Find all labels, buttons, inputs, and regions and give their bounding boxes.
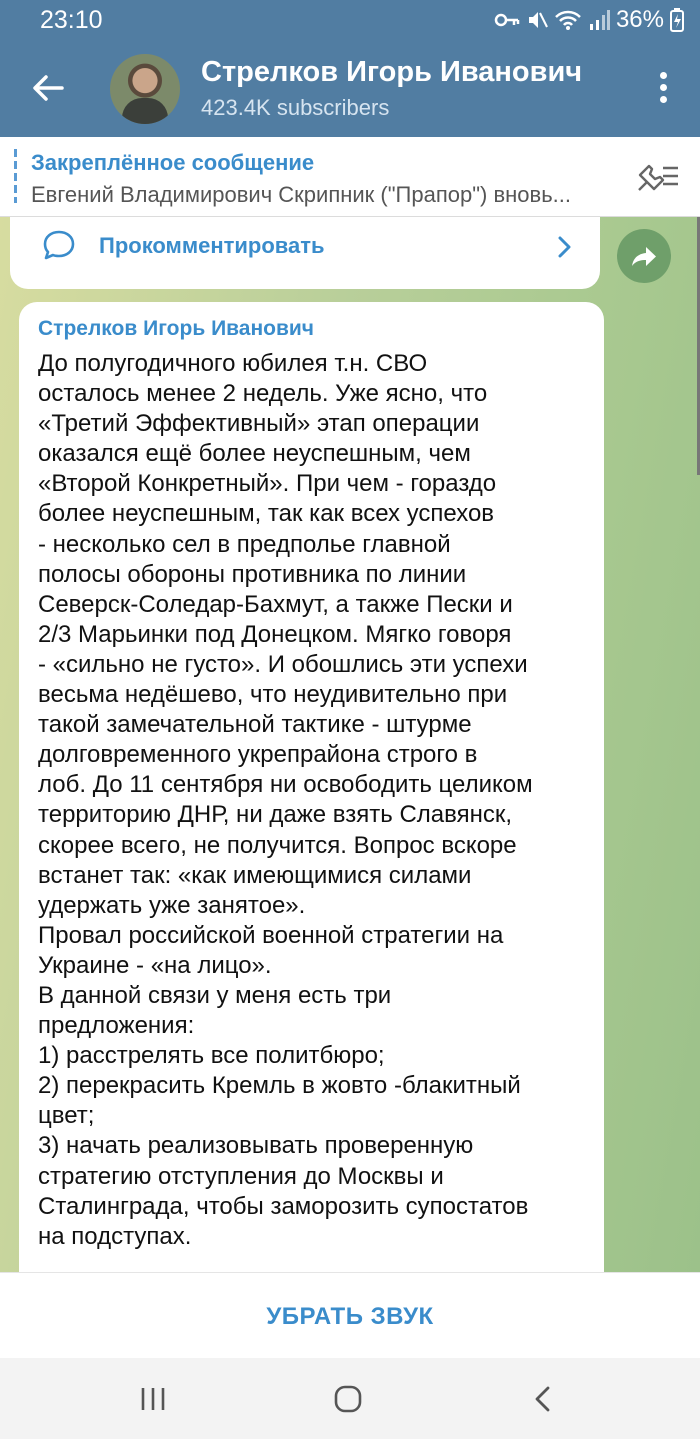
- comment-button[interactable]: [10, 217, 600, 289]
- signal-icon: [588, 9, 610, 31]
- channel-avatar[interactable]: [110, 54, 180, 124]
- key-icon: [494, 12, 520, 28]
- battery-percent: 36%: [615, 6, 664, 33]
- subscriber-count: 423.4K subscribers: [201, 95, 390, 120]
- app-bar: [0, 42, 700, 137]
- chat-bubble-icon: [42, 229, 76, 261]
- mute-icon: [526, 9, 548, 31]
- system-nav-bar: [0, 1358, 700, 1439]
- mute-button[interactable]: УБРАТЬ ЗВУК: [266, 1303, 434, 1330]
- back-nav-icon[interactable]: [532, 1385, 554, 1413]
- comment-label: Прокомментировать: [99, 233, 325, 258]
- home-icon[interactable]: [334, 1385, 362, 1413]
- wifi-icon: [554, 9, 582, 31]
- recents-icon[interactable]: [140, 1386, 166, 1412]
- unpin-icon: [636, 159, 680, 193]
- more-options-button[interactable]: [656, 72, 670, 106]
- battery-icon: [670, 8, 684, 32]
- channel-post[interactable]: [19, 302, 604, 1272]
- pinned-title: Закреплённое сообщение: [31, 150, 315, 175]
- share-button[interactable]: [617, 229, 671, 283]
- status-bar: [0, 0, 700, 42]
- channel-title[interactable]: Стрелков Игорь Иванович: [201, 56, 583, 88]
- status-time: 23:10: [40, 6, 103, 34]
- mute-bar[interactable]: [0, 1272, 700, 1359]
- more-vertical-icon: [660, 72, 667, 79]
- status-icons: [494, 6, 684, 34]
- pinned-text: Евгений Владимирович Скрипник ("Прапор") вновь...: [31, 182, 572, 207]
- pinned-indicator: [14, 149, 17, 203]
- unpin-button[interactable]: [636, 159, 680, 193]
- arrow-left-icon: [28, 68, 68, 108]
- back-button[interactable]: [28, 68, 68, 108]
- share-icon: [630, 242, 658, 270]
- post-author[interactable]: Стрелков Игорь Иванович: [38, 317, 314, 340]
- pinned-message[interactable]: [0, 137, 700, 217]
- post-text: До полугодичного юбилея т.н. СВО осталось менее 2 недель. Уже ясно, что «Третий Эффективный» этап операции оказался ещё более неуспешным, чем «Второй Конкретный». При чем - гораздо более неуспешным, так как всех успехов - несколько сел в предполье главной полосы обороны противника по линии Северск-Соледар-Бахмут, а также Пески и 2/3 Марьинки под Донецком. Мягко говоря - «сильно не густо». И обошлись эти успехи весьма недёшево, что неудивительно при такой замечательной тактике - штурме долговременного укрепрайона строго в лоб. До 11 сентября ни освободить целиком территорию ДНР, ни даже взять Славянск, скорее всего, не получится. Вопрос вскоре встанет так: «как имеющимися силами удержать уже занятое». Провал российской военной стратегии на Украине - «на лицо». В данной связи у меня есть три предложения: 1) расстрелять все политбюро; 2) перекрасить Кремль в жовто -блакитный цвет; 3) начать реализовывать проверенную стратегию отступления до Москвы и Сталинграда, чтобы заморозить супостатов на подступах.: [38, 350, 533, 1250]
- chevron-right-icon: [554, 234, 574, 260]
- chat-area[interactable]: [0, 217, 700, 1272]
